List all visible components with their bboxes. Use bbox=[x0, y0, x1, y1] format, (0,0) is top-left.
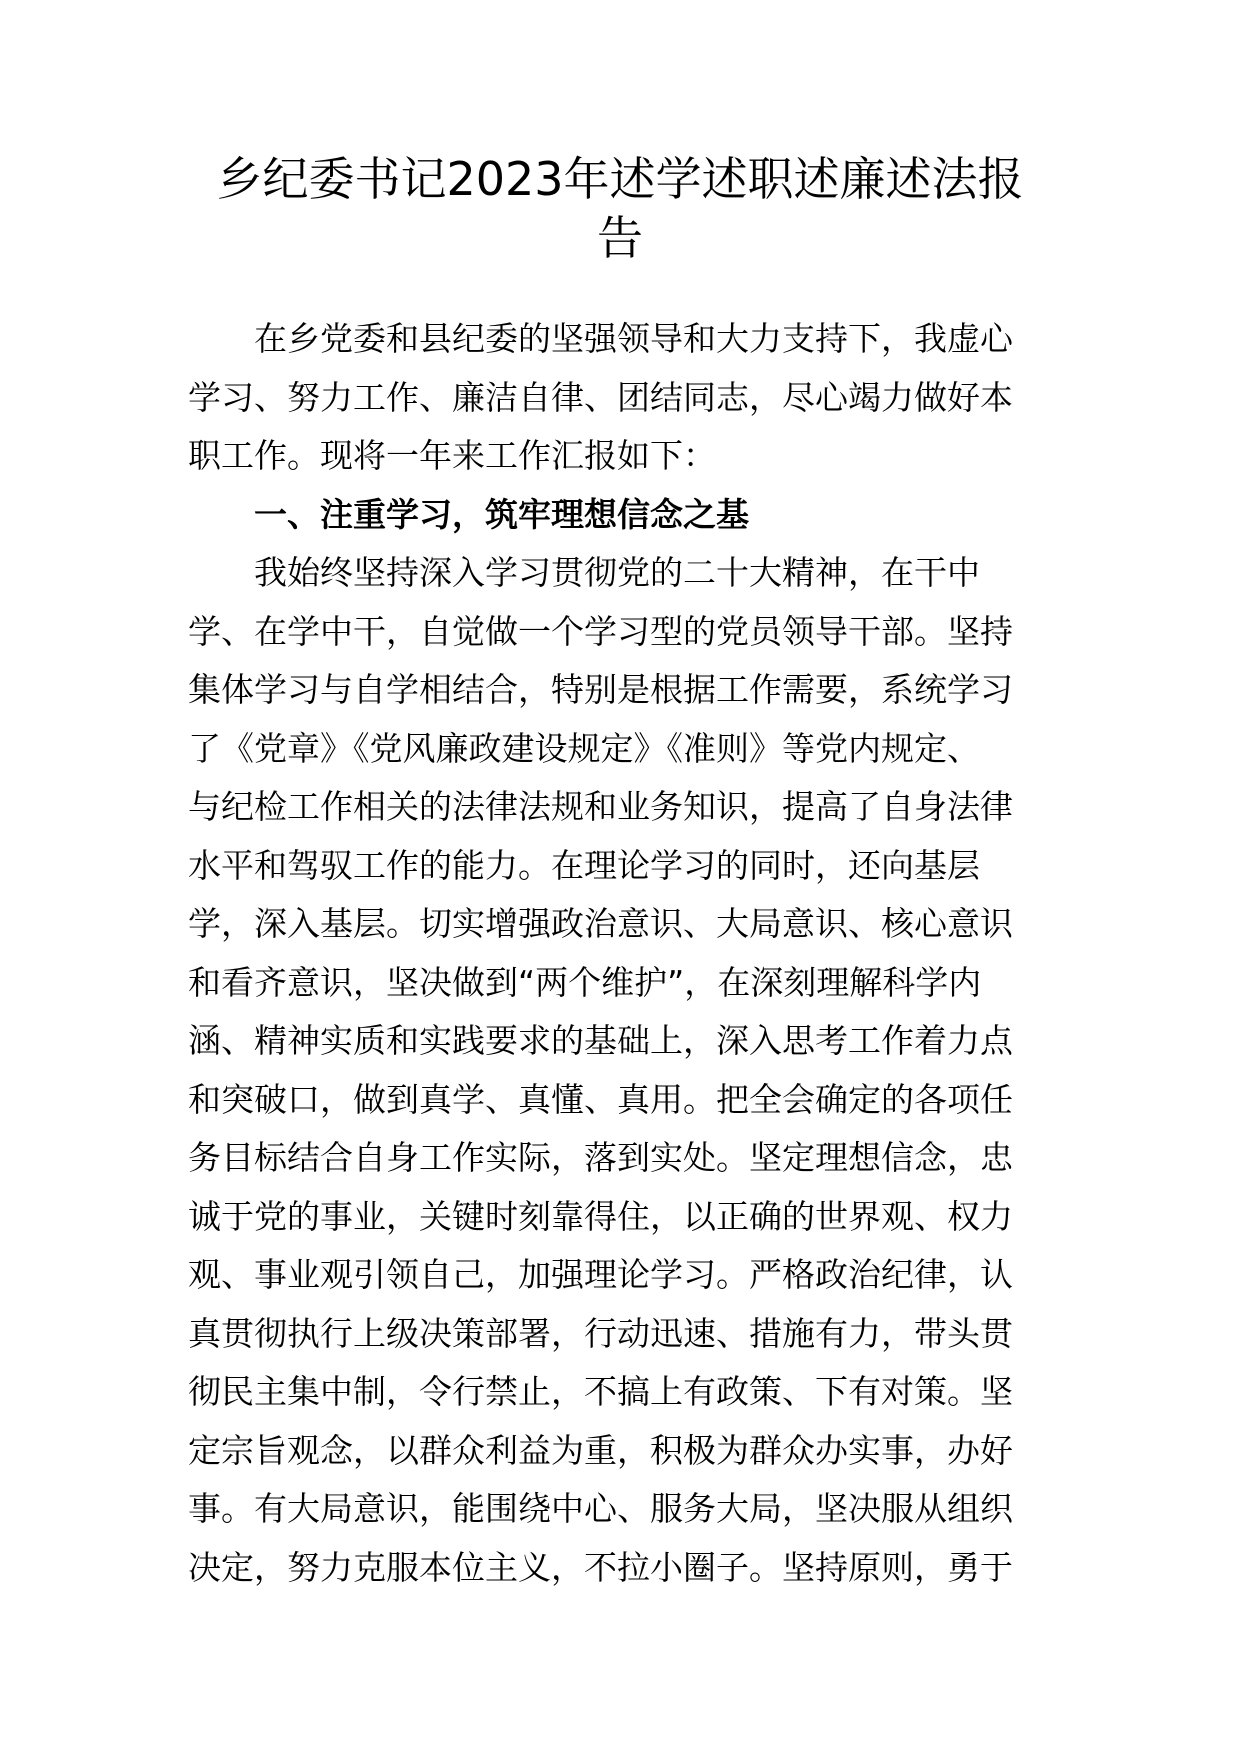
paragraph-line: 涵、精神实质和实践要求的基础上，深入思考工作着力点 bbox=[188, 1021, 1013, 1060]
paragraph-intro-line: 职工作。现将一年来工作汇报如下： bbox=[188, 436, 716, 475]
paragraph-line: 和突破口，做到真学、真懂、真用。把全会确定的各项任 bbox=[188, 1079, 1013, 1119]
title-line-1: 乡纪委书记2023年述学述职述廉述法报 bbox=[216, 152, 1024, 206]
paragraph-line: 诚于党的事业，关键时刻靠得住，以正确的世界观、权力 bbox=[188, 1196, 1013, 1236]
paragraph-line: 事。有大局意识，能围绕中心、服务大局，坚决服从组织 bbox=[188, 1489, 1013, 1528]
paragraph-line: 我始终坚持深入学习贯彻党的二十大精神，在干中 bbox=[254, 553, 980, 592]
paragraph-line: 务目标结合自身工作实际，落到实处。坚定理想信念，忠 bbox=[188, 1138, 1013, 1177]
paragraph-line: 与纪检工作相关的法律法规和业务知识，提高了自身法律 bbox=[188, 787, 1013, 826]
paragraph-line: 集体学习与自学相结合，特别是根据工作需要，系统学习 bbox=[188, 670, 1013, 709]
paragraph-intro-line: 在乡党委和县纪委的坚强领导和大力支持下，我虚心 bbox=[254, 319, 1013, 358]
paragraph-line: 决定，努力克服本位主义，不拉小圈子。坚持原则，勇于 bbox=[188, 1547, 1013, 1587]
document-title bbox=[150, 148, 1090, 265]
paragraph-line: 水平和驾驭工作的能力。在理论学习的同时，还向基层 bbox=[188, 845, 980, 885]
paragraph-line: 和看齐意识，坚决做到“两个维护”，在深刻理解科学内 bbox=[188, 962, 982, 1002]
paragraph-line: 观、事业观引领自己，加强理论学习。严格政治纪律，认 bbox=[188, 1255, 1013, 1294]
document-body bbox=[188, 310, 1034, 1597]
paragraph-line: 了《党章》《党风廉政建设规定》《准则》等党内规定、 bbox=[188, 728, 980, 768]
paragraph-line: 真贯彻执行上级决策部署，行动迅速、措施有力，带头贯 bbox=[188, 1313, 1013, 1353]
paragraph-line: 学、在学中干，自觉做一个学习型的党员领导干部。坚持 bbox=[188, 611, 1013, 651]
paragraph-line: 彻民主集中制，令行禁止，不搞上有政策、下有对策。坚 bbox=[188, 1372, 1013, 1411]
title-line-2: 告 bbox=[597, 210, 643, 265]
paragraph-line: 定宗旨观念，以群众利益为重，积极为群众办实事，办好 bbox=[188, 1430, 1013, 1470]
section-heading: 一、注重学习，筑牢理想信念之基 bbox=[254, 494, 749, 534]
paragraph-intro-line: 学习、努力工作、廉洁自律、团结同志，尽心竭力做好本 bbox=[188, 377, 1013, 417]
paragraph-line: 学，深入基层。切实增强政治意识、大局意识、核心意识 bbox=[188, 904, 1013, 943]
